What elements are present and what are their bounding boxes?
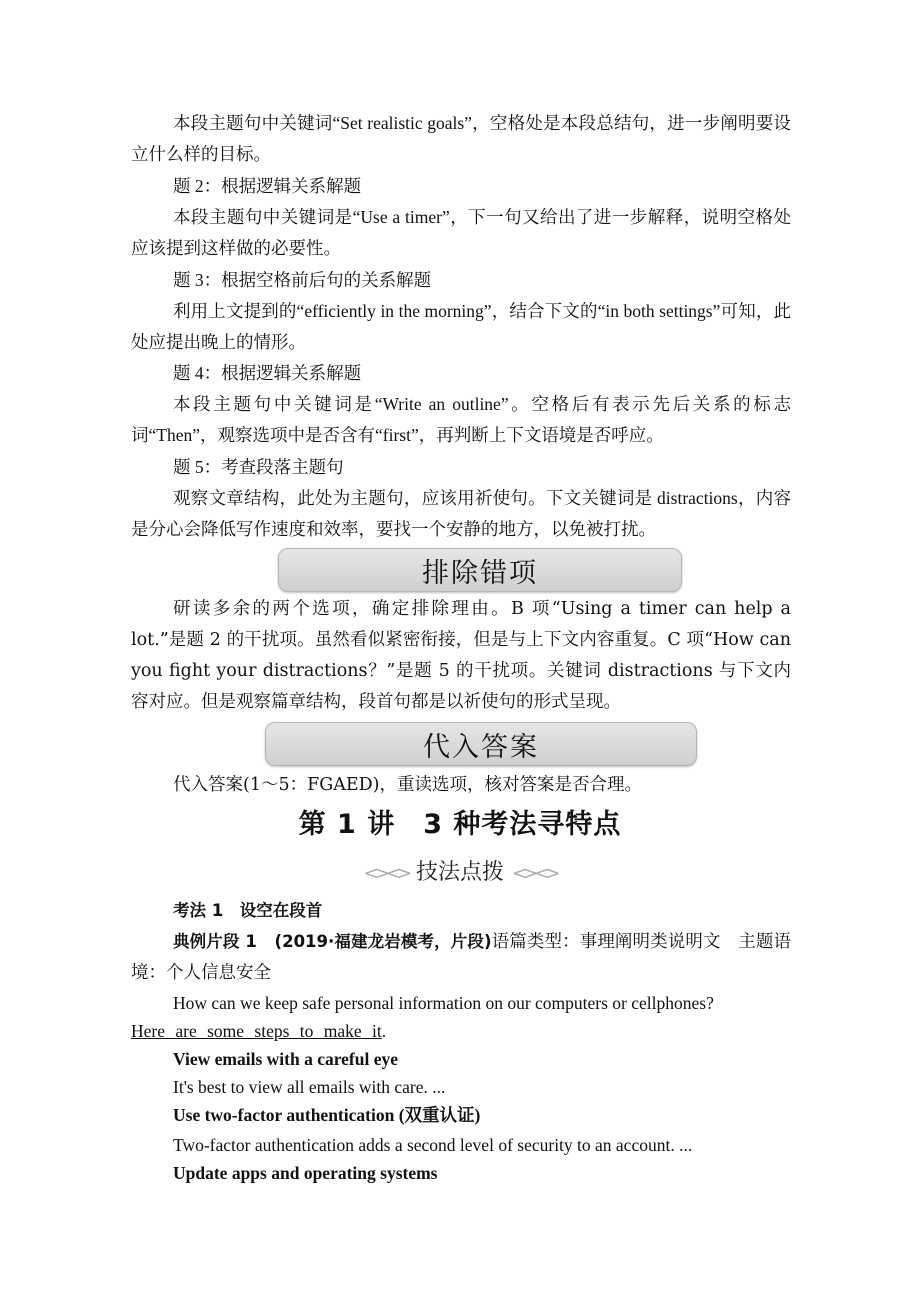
passage-text-2: Two-factor authentication adds a second level of security to an account. ... (173, 1135, 693, 1155)
q4-title: 题 4：根据逻辑关系解题 (173, 363, 362, 383)
exclude-text: 研读多余的两个选项，确定排除理由。B 项“Using a timer can help a lot.”是题 2 的干扰项。虽然看似紧密衔接，但是与上下文内容重复。C 项“How can you fight your distractions？”是题 5 的干扰项。关键词 distractions 与下文内容对应。但是观察篇章结构，段首句都是以祈使句的形式呈现。 (131, 599, 791, 712)
q4-body: 本段主题句中关键词是“Write an outline”。空格后有表示先后关系的标志词“Then”，观察选项中是否含有“first”，再判断上下文语境是否呼应。 (131, 394, 791, 445)
q2-body: 本段主题句中关键词是“Use a timer”，下一句又给出了进一步解释，说明空格处应该提到这样做的必要性。 (131, 207, 791, 258)
q5-title: 题 5：考查段落主题句 (173, 457, 344, 477)
analysis-p1: 本段主题句中关键词“Set realistic goals”，空格处是本段总结句，进一步阐明要设立什么样的目标。 (131, 113, 791, 164)
passage-heading-2: Use two-factor authentication (173, 1105, 395, 1125)
q3-body: 利用上文提到的“efficiently in the morning”，结合下文的“in both settings”可知，此处应提出晚上的情形。 (131, 301, 791, 352)
example-line (131, 926, 791, 988)
skill-banner-label: 技法点拨 (415, 860, 504, 885)
example-type: 语篇类型：事理阐明类说明文 主题语境：个人信息安全 (131, 931, 791, 982)
exclude-banner-label: 排除错项 (422, 557, 538, 589)
passage-question: How can we keep safe personal information on our computers or cellphones? (173, 993, 714, 1013)
left-ornament-icon: <><> (363, 863, 408, 884)
substitute-text: 代入答案(1～5：FGAED)，重读选项，核对答案是否合理。 (173, 775, 642, 795)
passage-steps-line: Here are some steps to make it. (131, 1021, 387, 1041)
q2-title: 题 2：根据逻辑关系解题 (173, 176, 362, 196)
substitute-banner-label: 代入答案 (423, 731, 539, 763)
passage-text-1: It's best to view all emails with care. ... (173, 1077, 446, 1097)
lecture-title: 第 1 讲 3 种考法寻特点 (298, 809, 622, 840)
passage-steps: Here are some steps to make it (131, 1021, 382, 1041)
example-source: (2019·福建龙岩模考，片段) (274, 932, 492, 951)
passage-heading-3: Update apps and operating systems (173, 1163, 438, 1183)
q5-body: 观察文章结构，此处为主题句，应该用祈使句。下文关键词是 distractions，内容是分心会降低写作速度和效率，要找一个安静的地方，以免被打扰。 (131, 488, 791, 539)
passage-heading-2-cn: (双重认证) (398, 1105, 481, 1125)
skill-banner (0, 855, 920, 886)
example-label: 典例片段 1 (173, 932, 257, 951)
method1-title-line (131, 895, 791, 926)
passage-heading-1: View emails with a careful eye (173, 1049, 399, 1069)
right-ornament-icon: <><> (512, 863, 557, 884)
q3-title: 题 3：根据空格前后句的关系解题 (173, 270, 432, 290)
method1-title: 考法 1 设空在段首 (173, 901, 323, 920)
exclude-banner (278, 548, 682, 592)
passage-heading-2-line (131, 1100, 791, 1131)
substitute-banner (265, 722, 697, 766)
